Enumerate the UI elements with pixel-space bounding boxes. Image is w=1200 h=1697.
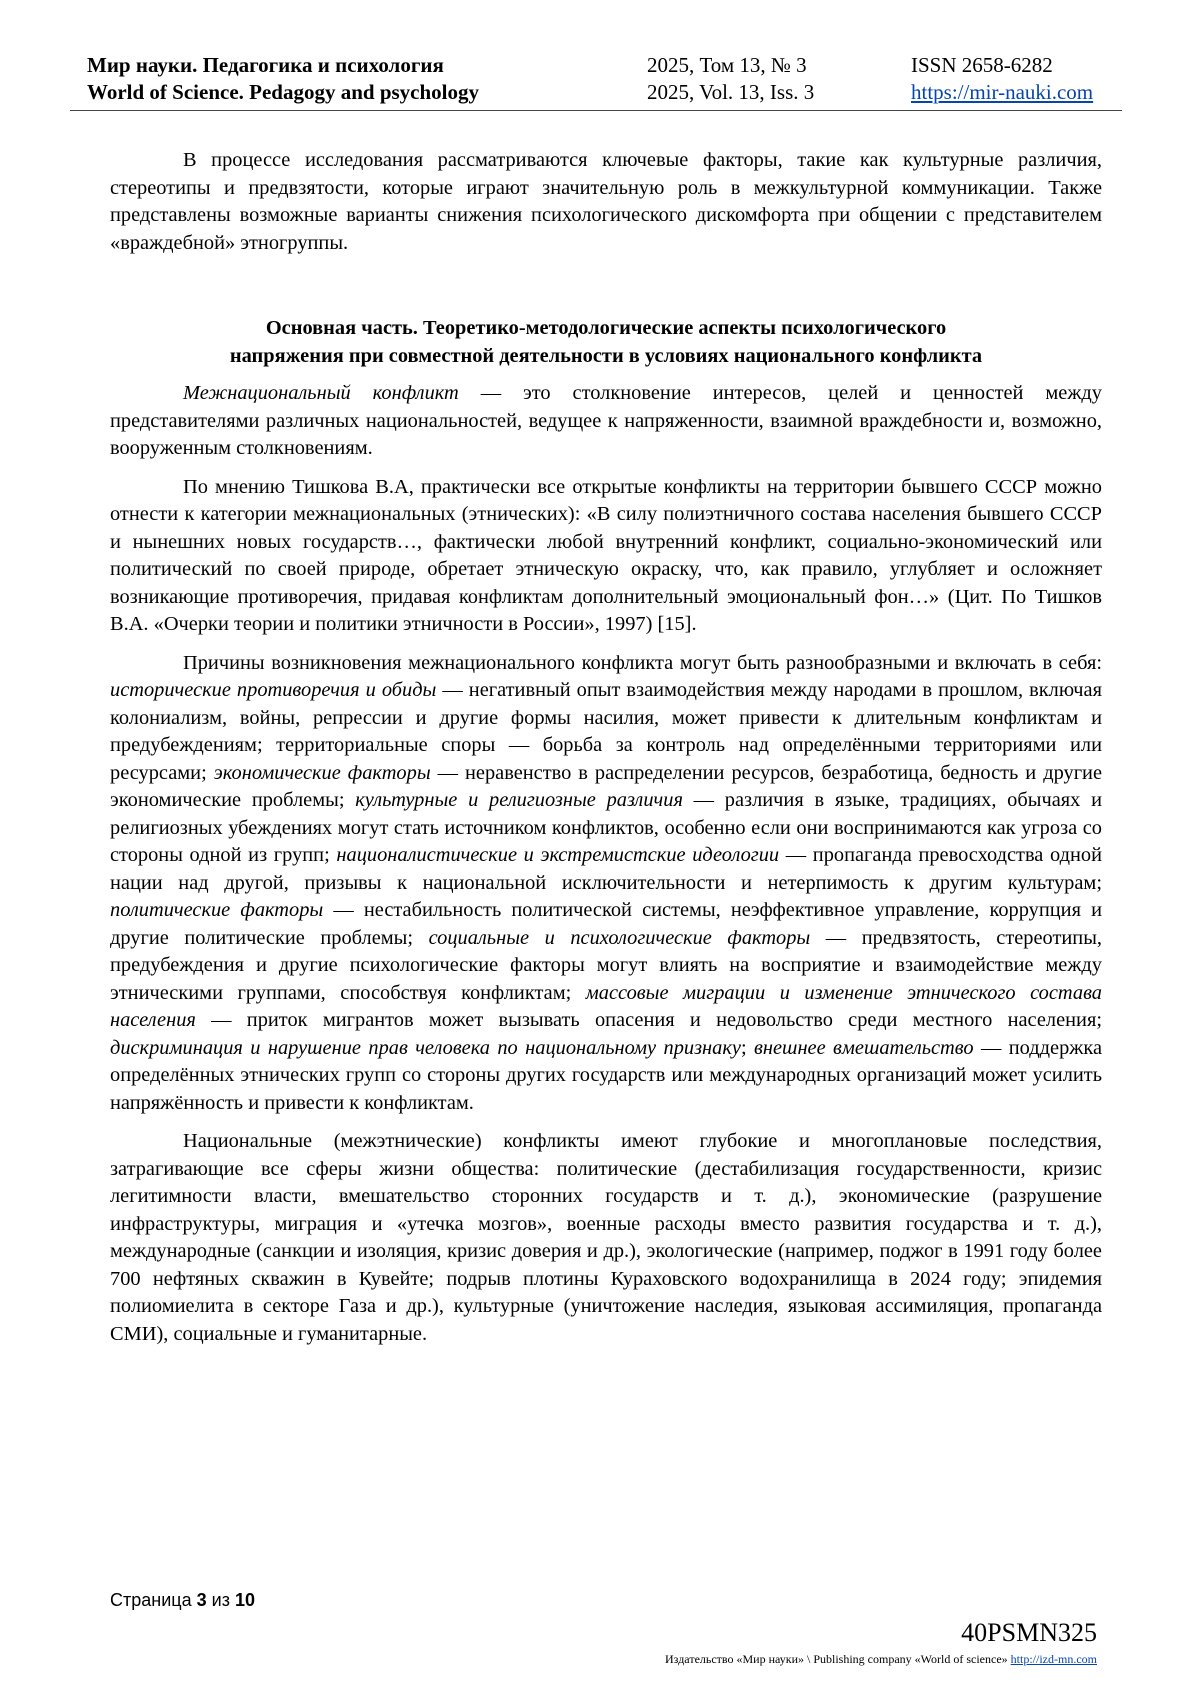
term-interethnic-conflict: Межнациональный конфликт	[183, 382, 459, 404]
paragraph-definition	[110, 380, 1102, 463]
causes-text: — неравенство в распределении ресурсов, безработица, бедность и другие экономические проблемы;	[110, 761, 1103, 811]
journal-title	[87, 52, 479, 106]
intro-paragraph: В процессе исследования рассматриваются ключевые факторы, такие как культурные различия, стереотипы и предвзятости, которые играют значительную роль в межкультурной коммуникации. Также представлены возможные варианты снижения психологического дискомфорта при общении с представителем «враждебной» этногруппы.	[110, 149, 1102, 254]
section-title-line2: напряжения при совместной деятельности в условиях национального конфликта	[229, 344, 983, 367]
total-pages: 10	[234, 1590, 255, 1610]
current-page: 3	[196, 1590, 207, 1610]
of-label: из	[211, 1590, 230, 1610]
issn-info	[911, 52, 1093, 106]
cause-term: дискриминация и нарушение прав человека по национальному признаку	[110, 1036, 741, 1059]
issue-info	[647, 52, 814, 106]
main-text	[110, 380, 1102, 1348]
paragraph-causes	[110, 650, 1102, 1118]
issue-en: 2025, Vol. 13, Iss. 3	[647, 80, 815, 104]
issue-ru: 2025, Том 13, № 3	[647, 53, 807, 77]
cause-term: массовые миграции и изменение этнического состава населения	[110, 981, 1102, 1031]
journal-title-ru: Мир науки. Педагогика и психология	[87, 53, 444, 77]
causes-text: — поддержка определённых этнических групп со стороны других государств или международных организаций может усилить напряжённость и привести к конфликтам.	[110, 1036, 1103, 1114]
intro-block	[110, 147, 1102, 257]
paragraph-tishkov: По мнению Тишкова В.А, практически все открытые конфликты на территории бывшего СССР можно отнести к категории межнациональных (этнических): «В силу полиэтничного состава населения бывшего СССР и нынешних новых государств…, фактически любой внутренний конфликт, социально-экономический или политический по своей природе, обретает этническую окраску, что, как правило, углубляет и осложняет возникающие противоречия, придавая конфликтам дополнительный эмоциональный фон…» (Цит. По Тишков В.А. «Очерки теории и политики этничности в России», 1997) [15].	[110, 475, 1102, 635]
journal-site-link[interactable]: https://mir-nauki.com	[911, 80, 1094, 104]
causes-text: — различия в языке, традициях, обычаях и религиозных убеждениях могут стать источником конфликтов, особенно если они воспринимаются как угроза со стороны одной из групп;	[110, 789, 1102, 866]
article-code: 40PSMN325	[961, 1618, 1097, 1647]
causes-text: — пропаганда превосходства одной нации над другой, призывы к национальной исключительности и нетерпимость к другим культурам;	[110, 844, 1102, 894]
publisher-line	[665, 1652, 1097, 1667]
header-divider	[70, 110, 1122, 111]
causes-text: ;	[740, 1036, 755, 1059]
section-title-line1: Основная часть. Теоретико-методологические аспекты психологического	[265, 317, 947, 339]
cause-term: политические факторы	[110, 899, 324, 921]
causes-text: Причины возникновения межнационального конфликта могут быть разнообразными и включать в себя:	[183, 651, 1102, 674]
causes-text: — негативный опыт взаимодействия между народами в прошлом, включая колониализм, войны, репрессии и другие формы насилия, может привести к длительным конфликтам и предубеждениям; территориальные споры — борьба за контроль над определёнными территориями или ресурсами;	[110, 679, 1102, 784]
causes-text: — предвзятость, стереотипы, предубеждения и другие психологические факторы могут влиять на восприятие и взаимодействие между этническими группами, способствуя конфликтам;	[110, 926, 1103, 1004]
cause-term: культурные и религиозные различия	[355, 789, 683, 811]
cause-term: националистические и экстремистские идеологии	[336, 844, 780, 866]
cause-term: экономические факторы	[213, 761, 431, 784]
journal-title-en: World of Science. Pedagogy and psychology	[87, 80, 480, 104]
section-title	[110, 315, 1102, 370]
paragraph-consequences: Национальные (межэтнические) конфликты имеют глубокие и многоплановые последствия, затрагивающие все сферы жизни общества: политические (дестабилизация государственности, кризис легитимности власти, вмешательство сторонних государств и т. д.), экономические (разрушение инфраструктуры, миграция и «утечка мозгов», военные расходы вместо развития государства и т. д.), международные (санкции и изоляция, кризис доверия и др.), экологические (например, поджог в 1991 году более 700 нефтяных скважин в Кувейте; подрыв плотины Кураховского водохранилища в 2024 году; эпидемия полиомиелита в секторе Газа и др.), культурные (уничтожение наследия, языковая ассимиляция, пропаганда СМИ), социальные и гуманитарные.	[110, 1130, 1102, 1345]
publisher-link[interactable]: http://izd-mn.com	[1010, 1652, 1097, 1666]
cause-term: исторические противоречия и обиды	[110, 679, 437, 701]
causes-text: — нестабильность политической системы, неэффективное управление, коррупция и другие политические проблемы;	[110, 899, 1103, 949]
page-label: Страница	[110, 1590, 192, 1610]
page-header	[70, 52, 1122, 110]
causes-text: — приток мигрантов может вызывать опасения и недовольство среди местного населения;	[195, 1009, 1102, 1031]
cause-term: социальные и психологические факторы	[428, 926, 811, 949]
cause-term: внешнее вмешательство	[754, 1036, 974, 1059]
page-number	[110, 1590, 255, 1611]
publisher-name: Издательство «Мир науки» \ Publishing company «World of science»	[665, 1652, 1008, 1666]
definition-text: — это столкновение интересов, целей и ценностей между представителями различных национальностей, ведущее к напряженности, взаимной враждебности и, возможно, вооруженным столкновениям.	[110, 382, 1102, 459]
issn: ISSN 2658-6282	[911, 53, 1053, 77]
